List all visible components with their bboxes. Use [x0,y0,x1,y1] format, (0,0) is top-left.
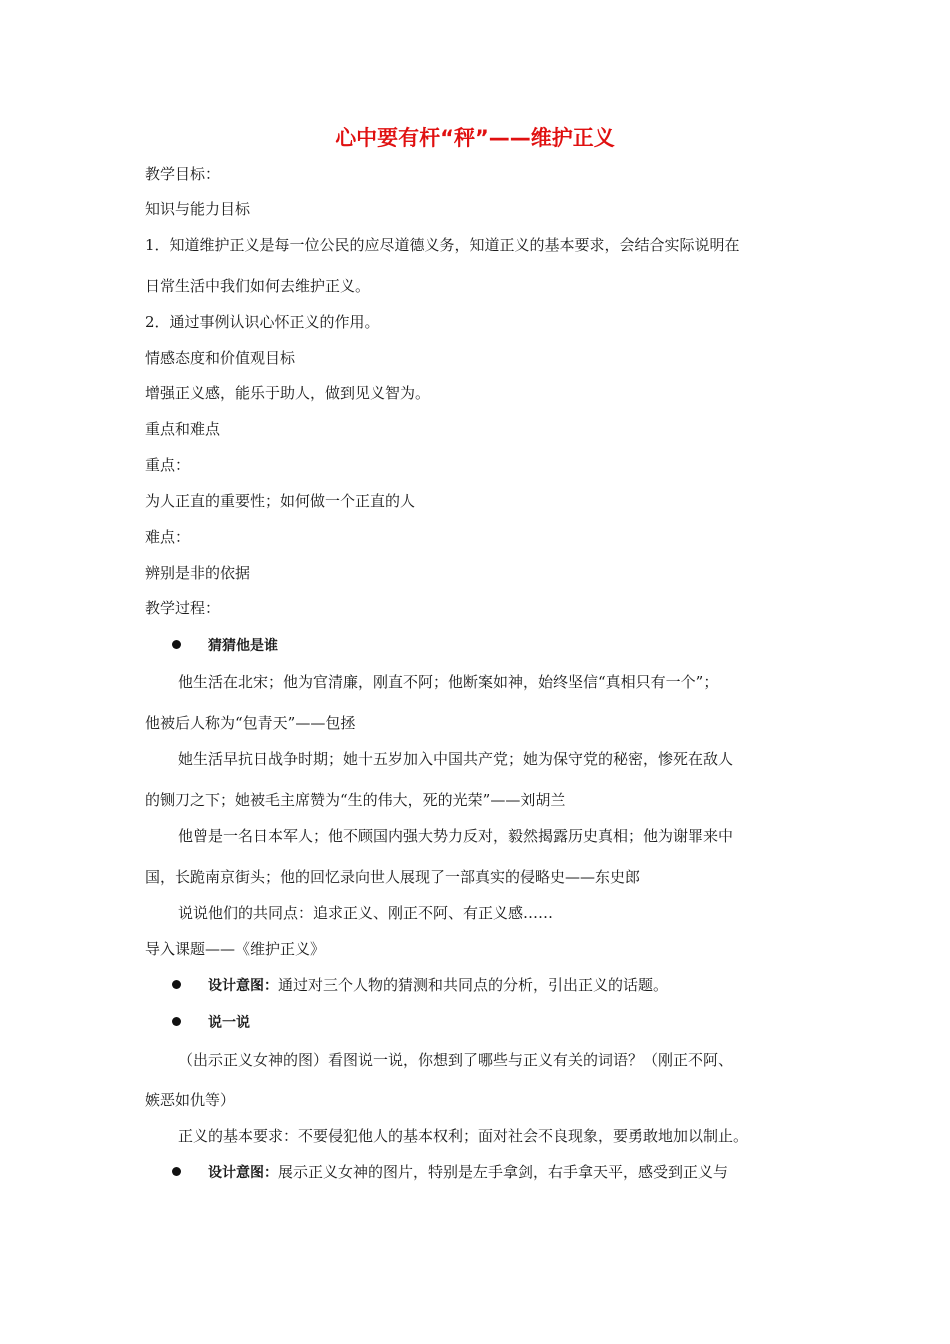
text-line: 他曾是一名日本军人；他不顾国内强大势力反对，毅然揭露历史真相；他为谢罪来中 [178,827,734,845]
text-line: 正义的基本要求：不要侵犯他人的基本权利；面对社会不良现象，要勇敢地加以制止。 [178,1127,749,1145]
bullet-text: 展示正义女神的图片，特别是左手拿剑，右手拿天平，感受到正义与 [278,1163,729,1181]
text-line: 为人正直的重要性；如何做一个正直的人 [145,492,416,510]
text-line: 教学目标： [145,165,221,183]
text-line: 增强正义感，能乐于助人，做到见义智为。 [145,384,431,402]
text-line: 教学过程： [145,599,221,617]
bullet-heading: 猜猜他是谁 [208,638,278,654]
text-line: 嫉恶如仇等） [145,1091,236,1109]
text-line: 日常生活中我们如何去维护正义。 [145,277,371,295]
bullet-icon [172,980,181,989]
text-line: 2．通过事例认识心怀正义的作用。 [145,313,380,331]
text-line: 知识与能力目标 [145,200,251,218]
text-line: 重点： [145,456,191,474]
text-line: 情感态度和价值观目标 [145,349,296,367]
text-line: 的铡刀之下；她被毛主席赞为“生的伟大，死的光荣”——刘胡兰 [145,791,566,809]
text-line: 国，长跪南京街头；他的回忆录向世人展现了一部真实的侵略史——东史郎 [145,868,641,886]
bullet-item [172,1162,728,1183]
text-line: 她生活早抗日战争时期；她十五岁加入中国共产党；她为保守党的秘密，惨死在敌人 [178,750,734,768]
bullet-item [172,635,278,656]
text-line: 难点： [145,528,191,546]
bullet-item [172,975,668,996]
text-line: 他生活在北宋；他为官清廉，刚直不阿；他断案如神，始终坚信“真相只有一个”； [178,673,719,691]
text-line: 说说他们的共同点：追求正义、刚正不阿、有正义感…… [178,904,554,922]
bullet-icon [172,1167,181,1176]
text-line: 1．知道维护正义是每一位公民的应尽道德义务，知道正义的基本要求，会结合实际说明在 [145,236,740,254]
text-line: 他被后人称为“包青天”——包拯 [145,714,356,732]
text-line: 辨别是非的依据 [145,564,251,582]
bullet-item [172,1012,250,1033]
bullet-label: 设计意图： [208,978,278,994]
bullet-heading: 说一说 [208,1015,250,1031]
bullet-icon [172,640,181,649]
bullet-label: 设计意图： [208,1165,278,1181]
bullet-text: 通过对三个人物的猜测和共同点的分析，引出正义的话题。 [278,976,669,994]
text-line: （出示正义女神的图）看图说一说，你想到了哪些与正义有关的词语？（刚正不阿、 [178,1051,734,1069]
text-line: 重点和难点 [145,420,221,438]
text-line: 导入课题——《维护正义》 [145,940,326,958]
bullet-icon [172,1017,181,1026]
document-title: 心中要有杆“秤”——维护正义 [335,126,615,150]
